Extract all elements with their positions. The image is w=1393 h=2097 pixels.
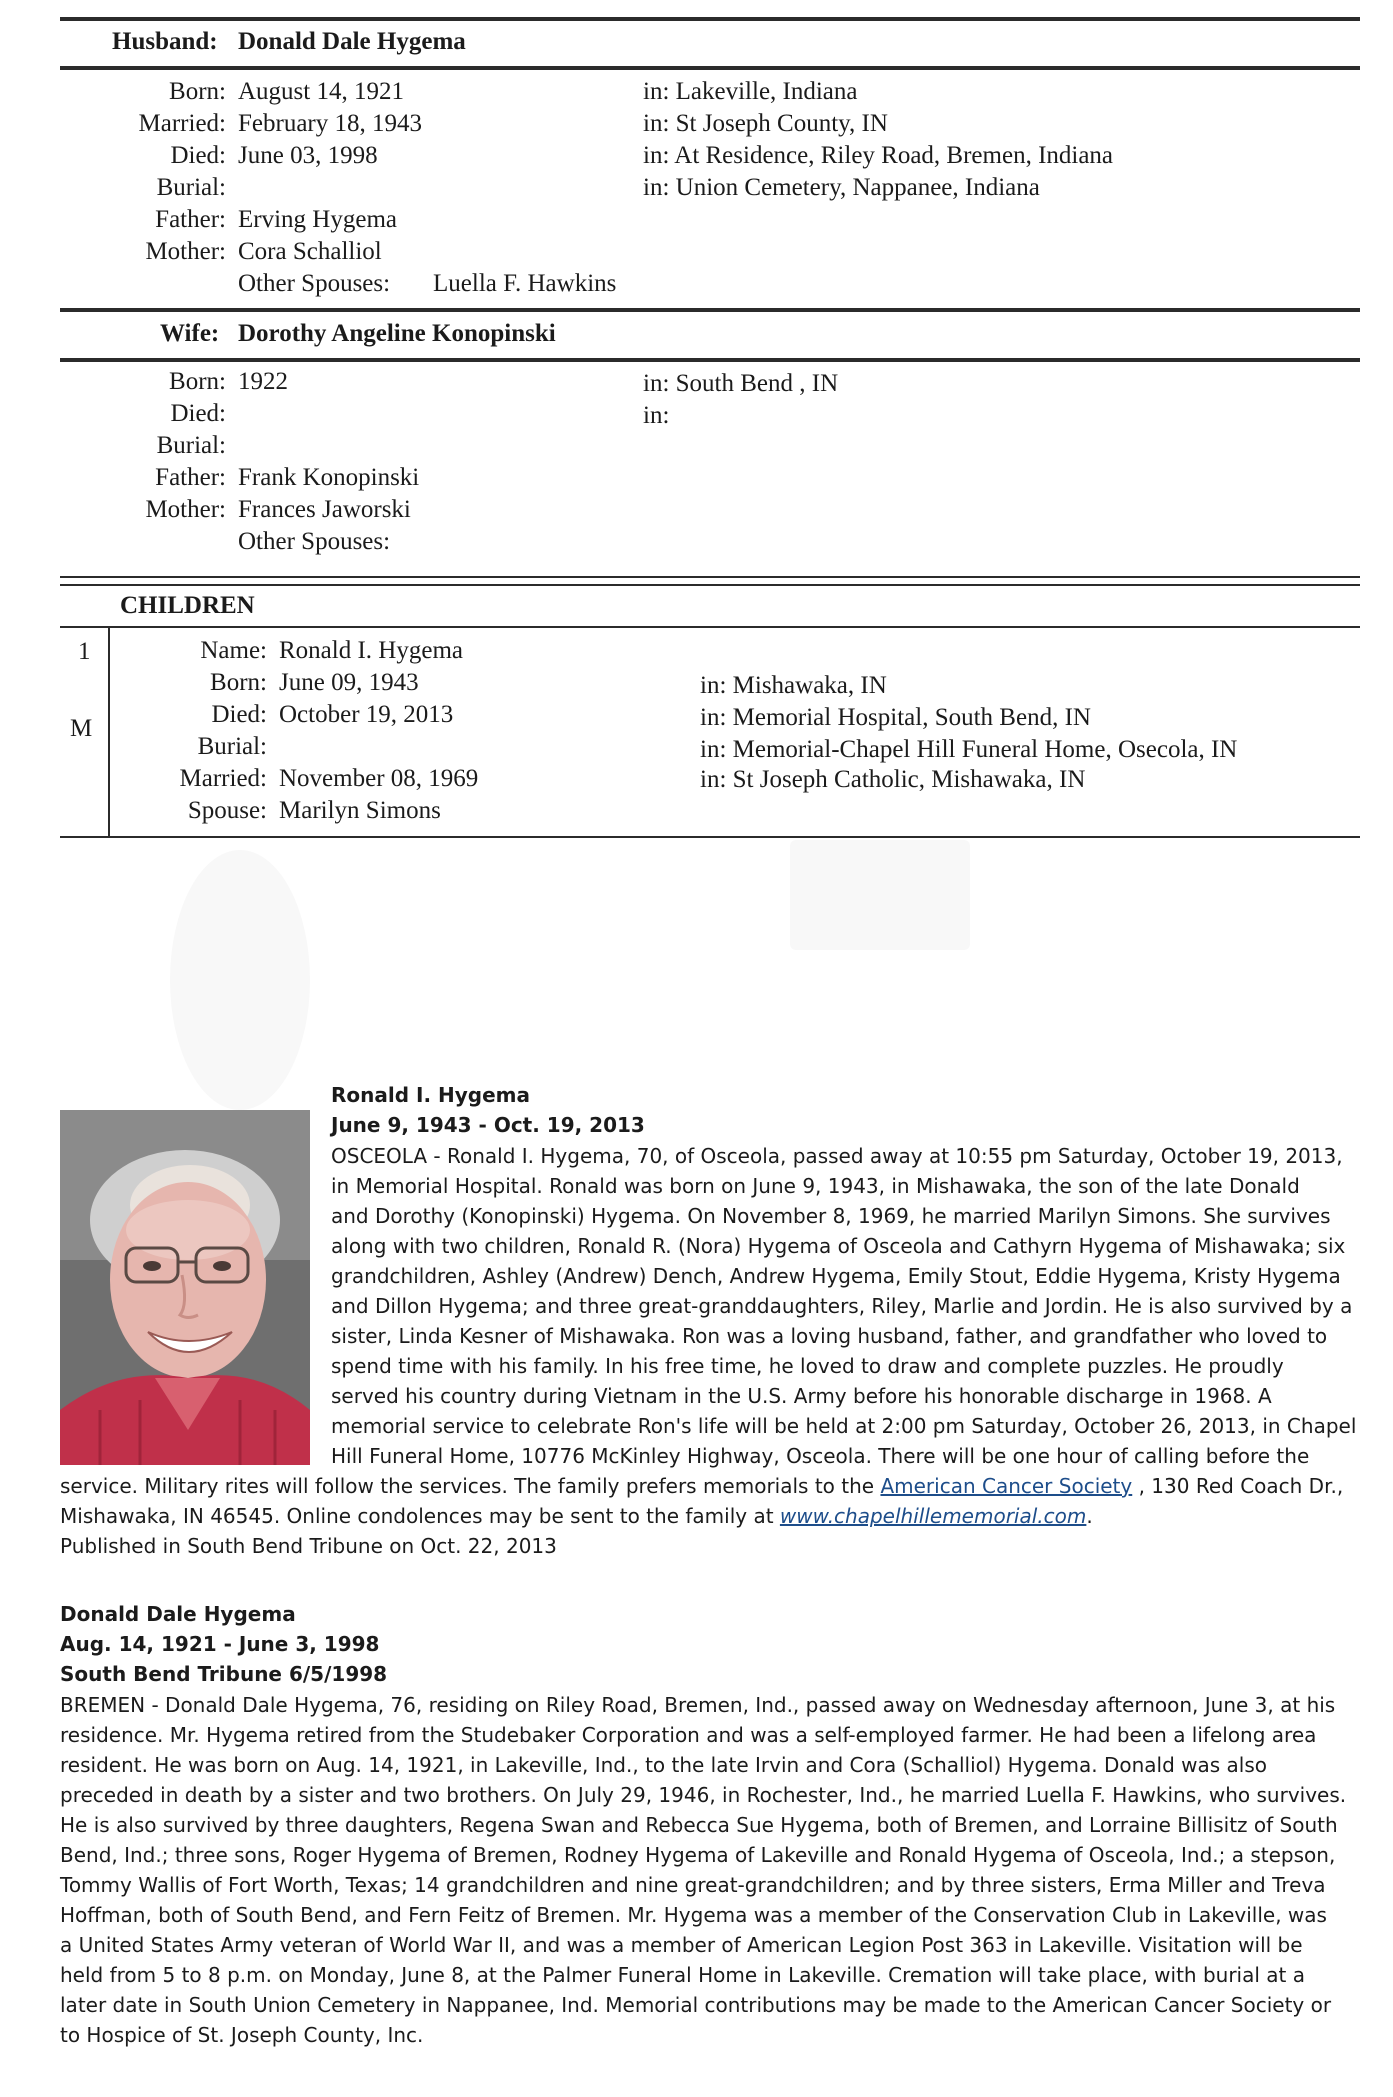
donald-obituary-line: Hoffman, both of South Bend, and Fern Feitz of Bremen. Mr. Hygema was a member of the Conservation Club in Lakeville, was	[60, 1903, 1327, 1927]
child-born-place: in: Mishawaka, IN	[700, 672, 887, 699]
wife-burial-label: Burial:	[156, 432, 226, 459]
ronald-obituary-body	[331, 1141, 1356, 1471]
child-name-value: Ronald I. Hygema	[279, 637, 463, 664]
donald-obituary-line: resident. He was born on Aug. 14, 1921, in Lakeville, Ind., to the late Irvin and Cora (Schalliol) Hygema. Donald was also	[60, 1753, 1267, 1777]
ronald-obituary-service-line	[60, 1471, 1343, 1501]
ronald-obituary-line: along with two children, Ronald R. (Nora) Hygema of Osceola and Cathyrn Hygema of Mishawaka; six	[331, 1234, 1346, 1258]
child-married-place: in: St Joseph Catholic, Mishawaka, IN	[700, 766, 1086, 793]
ronald-obituary-dates: June 9, 1943 - Oct. 19, 2013	[331, 1113, 645, 1137]
children-heading: CHILDREN	[120, 592, 255, 619]
donald-obituary-title: Donald Dale Hygema	[60, 1602, 296, 1626]
scan-smudge	[170, 850, 310, 1110]
child-number: 1	[78, 638, 91, 665]
husband-bottom-rule	[60, 66, 1360, 70]
husband-born-place: in: Lakeville, Indiana	[643, 78, 858, 105]
donald-obituary-line: a United States Army veteran of World War II, and was a member of American Legion Post 363 in Lakeville. Visitation will be	[60, 1933, 1303, 1957]
wife-heading-label: Wife:	[160, 320, 220, 347]
child-died-place: in: Memorial Hospital, South Bend, IN	[700, 704, 1091, 731]
wife-born-label: Born:	[169, 368, 226, 395]
husband-born-label: Born:	[169, 78, 226, 105]
husband-heading-label: Husband:	[112, 28, 218, 55]
child-column-divider	[108, 626, 110, 836]
husband-mother-label: Mother:	[145, 238, 226, 265]
donald-obituary-line: preceded in death by a sister and two brothers. On July 29, 1946, in Rochester, Ind., he married Luella F. Hawkins, who survives.	[60, 1783, 1347, 1807]
donald-obituary-body	[60, 1690, 1346, 2050]
donald-obituary-line: held from 5 to 8 p.m. on Monday, June 8, at the Palmer Funeral Home in Lakeville. Cremation will take place, with burial at a	[60, 1963, 1305, 1987]
condolences-end: .	[1086, 1504, 1093, 1528]
ronald-obituary-condolences-line	[60, 1501, 1343, 1531]
ronald-obituary-line: in Memorial Hospital. Ronald was born on June 9, 1943, in Mishawaka, the son of the late Donald	[331, 1174, 1300, 1198]
child-name-label: Name:	[200, 637, 267, 664]
child-spouse-value: Marilyn Simons	[279, 797, 441, 824]
husband-married-place: in: St Joseph County, IN	[643, 110, 888, 137]
donald-obituary-line: Tommy Wallis of Fort Worth, Texas; 14 grandchildren and nine great-grandchildren; and by three sisters, Erma Miller and Treva	[60, 1873, 1326, 1897]
ronald-obituary-title: Ronald I. Hygema	[331, 1083, 531, 1107]
wife-other-spouses-label: Other Spouses:	[238, 528, 391, 555]
chapel-hill-website-link[interactable]: www.chapelhillememorial.com	[779, 1504, 1087, 1528]
donald-obituary-line: Bend, Ind.; three sons, Roger Hygema of Bremen, Rodney Hygema of Lakeville and Ronald Hygema of Osceola, Ind.; a stepson,	[60, 1843, 1336, 1867]
children-top-rule-1	[60, 576, 1360, 578]
ronald-obituary-line: OSCEOLA - Ronald I. Hygema, 70, of Osceola, passed away at 10:55 pm Saturday, October 19, 2013,	[331, 1144, 1343, 1168]
donald-obituary-dates: Aug. 14, 1921 - June 3, 1998	[60, 1632, 380, 1656]
wife-father-value: Frank Konopinski	[238, 464, 420, 491]
donald-obituary-line: residence. Mr. Hygema retired from the Studebaker Corporation and was a self-employed farmer. He had been a lifelong area	[60, 1723, 1317, 1747]
husband-born-value: August 14, 1921	[238, 78, 404, 105]
husband-father-label: Father:	[155, 206, 226, 233]
child-spouse-label: Spouse:	[187, 797, 267, 824]
ronald-portrait-photo	[60, 1110, 310, 1465]
child-sex: M	[70, 715, 93, 742]
child-married-label: Married:	[179, 765, 267, 792]
husband-other-spouses-label: Other Spouses:	[238, 270, 391, 297]
service-address: , 130 Red Coach Dr.,	[1132, 1474, 1344, 1498]
wife-name: Dorothy Angeline Konopinski	[238, 320, 556, 347]
ronald-obituary-line: Hill Funeral Home, 10776 McKinley Highway, Osceola. There will be one hour of calling before the	[331, 1444, 1310, 1468]
children-bottom-rule	[60, 836, 1360, 838]
ronald-obituary-line: served his country during Vietnam in the U.S. Army before his honorable discharge in 1968. A	[331, 1384, 1272, 1408]
american-cancer-society-link[interactable]: American Cancer Society	[880, 1474, 1133, 1498]
ronald-obituary-line: spend time with his family. In his free time, he loved to draw and complete puzzles. He proudly	[331, 1354, 1284, 1378]
husband-mother-value: Cora Schalliol	[238, 238, 382, 265]
child-born-value: June 09, 1943	[279, 669, 419, 696]
husband-other-spouses-value: Luella F. Hawkins	[433, 270, 617, 297]
wife-born-value: 1922	[238, 368, 288, 395]
donald-obituary-line: to Hospice of St. Joseph County, Inc.	[60, 2023, 424, 2047]
ronald-obituary-line: sister, Linda Kesner of Mishawaka. Ron was a loving husband, father, and grandfather who loved to	[331, 1324, 1328, 1348]
wife-died-label: Died:	[170, 400, 226, 427]
ronald-obituary-line: memorial service to celebrate Ron's life will be held at 2:00 pm Saturday, October 26, 2013, in Chapel	[331, 1414, 1357, 1438]
husband-burial-place: in: Union Cemetery, Nappanee, Indiana	[643, 174, 1040, 201]
donald-obituary-line: later date in South Union Cemetery in Nappanee, Ind. Memorial contributions may be made to the American Cancer Society or	[60, 1993, 1332, 2017]
ronald-obituary-line: and Dorothy (Konopinski) Hygema. On November 8, 1969, he married Marilyn Simons. She survives	[331, 1204, 1331, 1228]
donald-obituary-line: BREMEN - Donald Dale Hygema, 76, residing on Riley Road, Bremen, Ind., passed away on Wednesday afternoon, June 3, at his	[60, 1693, 1336, 1717]
wife-mother-value: Frances Jaworski	[238, 496, 411, 523]
wife-born-place: in: South Bend , IN	[643, 370, 839, 397]
husband-name: Donald Dale Hygema	[238, 28, 466, 55]
children-heading-rule	[60, 626, 1360, 628]
husband-married-label: Married:	[138, 110, 226, 137]
wife-father-label: Father:	[155, 464, 226, 491]
husband-father-value: Erving Hygema	[238, 206, 397, 233]
husband-top-rule	[60, 17, 1360, 21]
husband-died-value: June 03, 1998	[238, 142, 378, 169]
husband-burial-label: Burial:	[156, 174, 226, 201]
condolences-text: Mishawaka, IN 46545. Online condolences may be sent to the family at	[60, 1504, 780, 1528]
child-married-value: November 08, 1969	[279, 765, 479, 792]
wife-mother-label: Mother:	[145, 496, 226, 523]
child-born-label: Born:	[210, 669, 267, 696]
donald-obituary-line: He is also survived by three daughters, Regena Swan and Rebecca Sue Hygema, both of Bremen, and Lorraine Billisitz of South	[60, 1813, 1338, 1837]
ronald-obituary-body-continued	[60, 1471, 1343, 1561]
ronald-obituary-line: grandchildren, Ashley (Andrew) Dench, Andrew Hygema, Emily Stout, Eddie Hygema, Kristy Hygema	[331, 1264, 1341, 1288]
child-burial-label: Burial:	[197, 733, 267, 760]
child-burial-place: in: Memorial-Chapel Hill Funeral Home, Osecola, IN	[700, 736, 1238, 763]
husband-died-place: in: At Residence, Riley Road, Bremen, Indiana	[643, 142, 1114, 169]
wife-top-rule	[60, 308, 1360, 312]
wife-bottom-rule	[60, 358, 1360, 362]
husband-died-label: Died:	[170, 142, 226, 169]
child-died-value: October 19, 2013	[279, 701, 454, 728]
child-died-label: Died:	[211, 701, 267, 728]
husband-married-value: February 18, 1943	[238, 110, 422, 137]
ronald-obituary-line: and Dillon Hygema; and three great-granddaughters, Riley, Marlie and Jordin. He is also survived by a	[331, 1294, 1353, 1318]
scan-smudge	[790, 840, 970, 950]
ronald-obituary-published: Published in South Bend Tribune on Oct. 22, 2013	[60, 1534, 557, 1558]
service-text: service. Military rites will follow the services. The family prefers memorials to the	[60, 1474, 881, 1498]
wife-died-place: in:	[643, 402, 670, 429]
donald-obituary-source: South Bend Tribune 6/5/1998	[60, 1662, 388, 1686]
children-top-rule-2	[60, 584, 1360, 586]
